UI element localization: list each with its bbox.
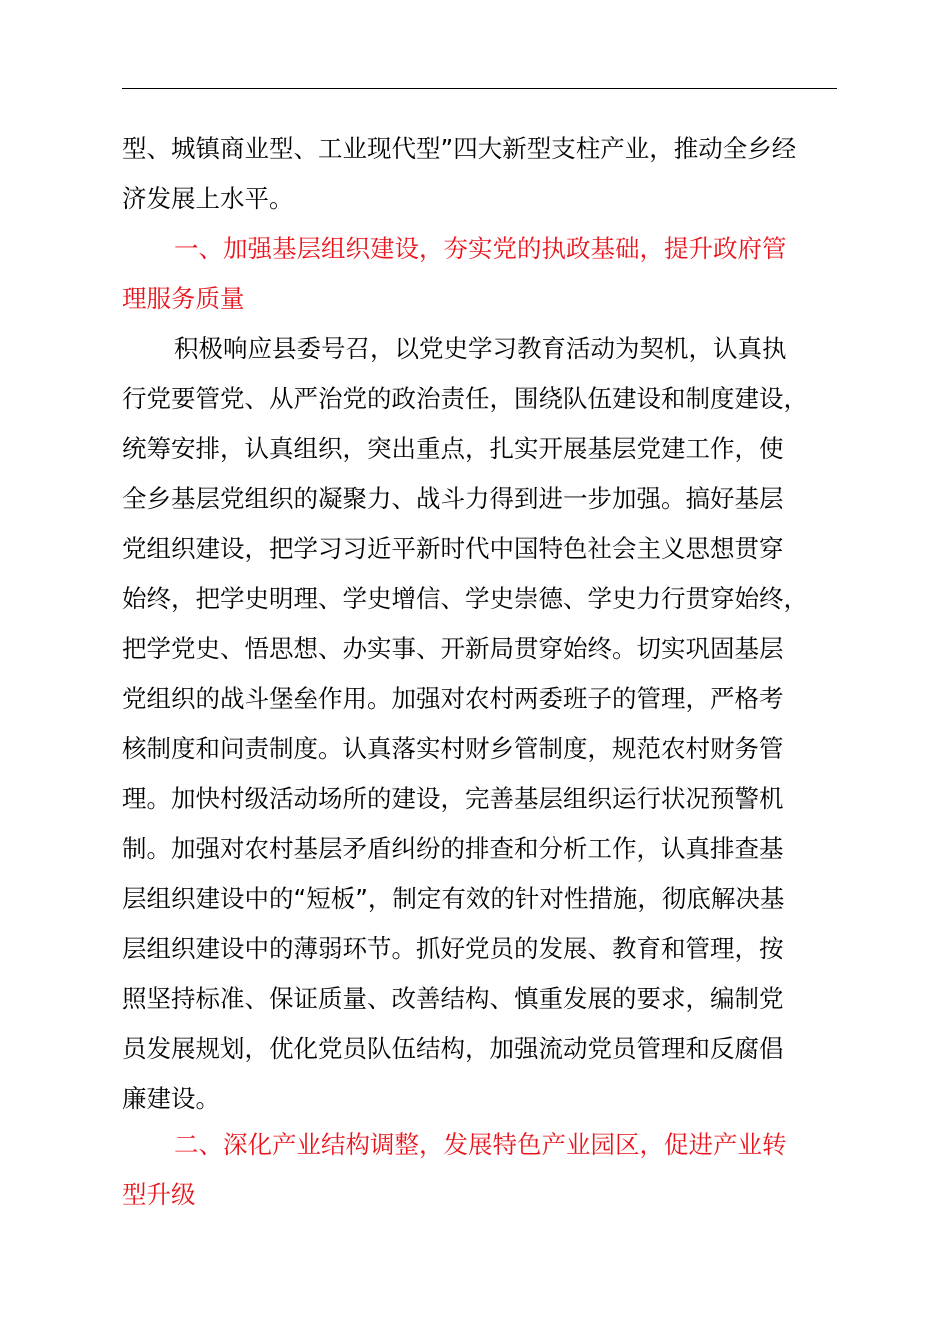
paragraph-line: 全乡基层党组织的凝聚力、战斗力得到进一步加强。搞好基层 bbox=[122, 484, 784, 513]
paragraph-line: 员发展规划，优化党员队伍结构，加强流动党员管理和反腐倡 bbox=[122, 1034, 784, 1063]
paragraph-line: 理。加快村级活动场所的建设，完善基层组织运行状况预警机 bbox=[122, 784, 784, 813]
paragraph-line: 党组织建设，把学习习近平新时代中国特色社会主义思想贯穿 bbox=[122, 534, 784, 563]
paragraph-line: 廉建设。 bbox=[122, 1084, 220, 1113]
paragraph-line: 把学党史、悟思想、办实事、开新局贯穿始终。切实巩固基层 bbox=[122, 634, 784, 663]
heading-line: 型升级 bbox=[122, 1180, 196, 1209]
section-1-body bbox=[122, 324, 862, 1124]
paragraph-line: 制。加强对农村基层矛盾纠纷的排查和分析工作，认真排查基 bbox=[122, 834, 784, 863]
heading-line: 理服务质量 bbox=[122, 284, 245, 313]
paragraph-line: 济发展上水平。 bbox=[122, 184, 294, 213]
paragraph-line: 层组织建设中的薄弱环节。抓好党员的发展、教育和管理，按 bbox=[122, 934, 784, 963]
section-2-heading bbox=[122, 1120, 862, 1220]
heading-line: 一、加强基层组织建设，夯实党的执政基础，提升政府管 bbox=[174, 234, 787, 263]
section-1-heading bbox=[122, 224, 862, 324]
header-rule bbox=[122, 88, 837, 89]
paragraph-line: 积极响应县委号召，以党史学习教育活动为契机，认真执 bbox=[174, 334, 787, 363]
paragraph-line: 党组织的战斗堡垒作用。加强对农村两委班子的管理，严格考 bbox=[122, 684, 784, 713]
paragraph-line: 始终，把学史明理、学史增信、学史崇德、学史力行贯穿始终， bbox=[122, 584, 808, 613]
paragraph-line: 层组织建设中的“短板”，制定有效的针对性措施，彻底解决基 bbox=[122, 884, 785, 913]
paragraph-line: 行党要管党、从严治党的政治责任，围绕队伍建设和制度建设， bbox=[122, 384, 808, 413]
paragraph-line: 型、城镇商业型、工业现代型”四大新型支柱产业，推动全乡经 bbox=[122, 134, 797, 163]
heading-line: 二、深化产业结构调整，发展特色产业园区，促进产业转 bbox=[174, 1130, 787, 1159]
paragraph-line: 统筹安排，认真组织，突出重点，扎实开展基层党建工作，使 bbox=[122, 434, 784, 463]
paragraph-line: 照坚持标准、保证质量、改善结构、慎重发展的要求，编制党 bbox=[122, 984, 784, 1013]
paragraph-line: 核制度和问责制度。认真落实村财乡管制度，规范农村财务管 bbox=[122, 734, 784, 763]
intro-paragraph bbox=[122, 124, 862, 224]
